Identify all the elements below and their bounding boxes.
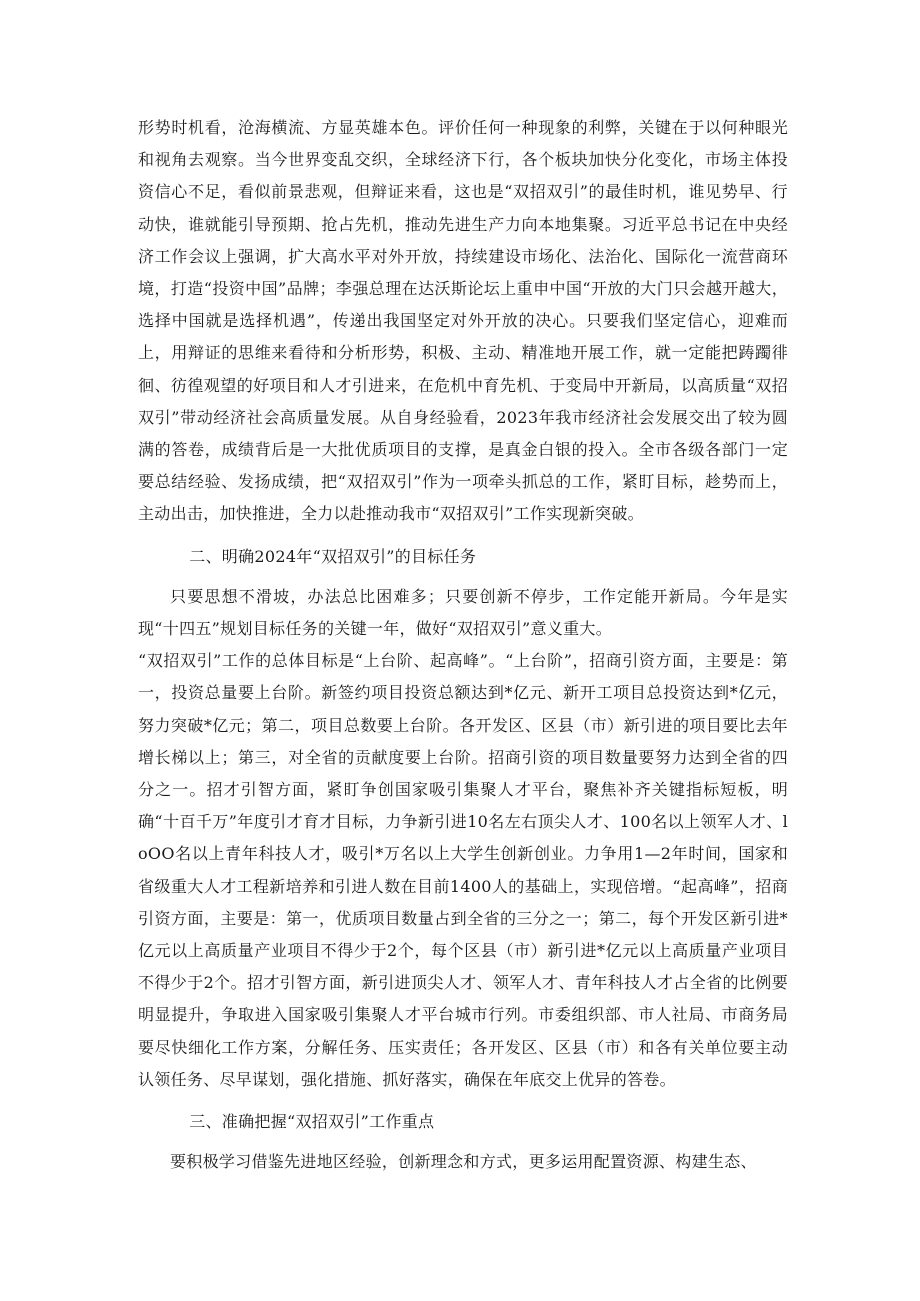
paragraph-overall-targets: “双招双引”工作的总体目标是“上台阶、起高峰”。“上台阶”，招商引资方面，主要是：第一，投资总量要上台阶。新签约项目投资总额达到*亿元、新开工项目总投资达到*亿元，努力突破*亿元；第二，项目总数要上台阶。各开发区、区县（市）新引进的项目要比去年增长梯以上；第三，对全省的贡献度要上台阶。招商引资的项目数量要努力达到全省的四分之一。招才引智方面，紧盯争创国家吸引集聚人才平台，聚焦补齐关键指标短板，明确“十百千万”年度引才育才目标，力争新引进10名左右顶尖人才、100名以上领军人才、loOO名以上青年科技人才，吸引*万名以上大学生创新创业。力争用1—2年时间，国家和省级重大人才工程新培养和引进人数在目前1400人的基础上，实现倍增。“起高峰”，招商引资方面，主要是：第一，优质项目数量占到全省的三分之一；第二，每个开发区新引进*亿元以上高质量产业项目不得少于2个，每个区县（市）新引进*亿元以上高质量产业项目不得少于2个。招才引智方面，新引进顶尖人才、领军人才、青年科技人才占全省的比例要明显提升，争取进入国家吸引集聚人才平台城市行列。市委组织部、市人社局、市商务局要尽快细化工作方案，分解任务、压实责任；各开发区、区县（市）和各有关单位要主动认领任务、尽早谋划，强化措施、抓好落实，确保在年底交上优异的答卷。 xyxy=(138,651,788,1089)
paragraph-learn-experience: 要积极学习借鉴先进地区经验，创新理念和方式，更多运用配置资源、构建生态、 xyxy=(170,1152,757,1172)
section-heading-work-priorities: 三、准确把握“双招双引”工作重点 xyxy=(189,1112,435,1132)
section-heading-2024-targets: 二、明确2024年“双招双引”的目标任务 xyxy=(189,546,477,566)
paragraph-situation-analysis: 形势时机看，沧海横流、方显英雄本色。评价任何一种现象的利弊，关键在于以何种眼光和视角去观察。当今世界变乱交织，全球经济下行，各个板块加快分化变化，市场主体投资信心不足，看似前景悲观，但辩证来看，这也是“双招双引”的最佳时机，谁见势早、行动快，谁就能引导预期、抢占先机，推动先进生产力向本地集聚。习近平总书记在中央经济工作会议上强调，扩大高水平对外开放，持续建设市场化、法治化、国际化一流营商环境，打造“投资中国”品牌；李强总理在达沃斯论坛上重申中国“开放的大门只会越开越大，选择中国就是选择机遇”，传递出我国坚定对外开放的决心。只要我们坚定信心，迎难而上，用辩证的思维来看待和分析形势，积极、主动、精准地开展工作，就一定能把踌躅徘徊、彷徨观望的好项目和人才引进来，在危机中育先机、于变局中开新局，以高质量“双招双引”带动经济社会高质量发展。从自身经验看，2023年我市经济社会发展交出了较为圆满的答卷，成绩背后是一大批优质项目的支撑，是真金白银的投入。全市各级各部门一定要总结经验、发扬成绩，把“双招双引”作为一项牵头抓总的工作，紧盯目标，趁势而上，主动出击，加快推进，全力以赴推动我市“双招双引”工作实现新突破。 xyxy=(138,118,788,524)
paragraph-key-year: 只要思想不滑坡，办法总比困难多；只要创新不停步，工作定能开新局。今年是实现“十四五”规划目标任务的关键一年，做好“双招双引”意义重大。 xyxy=(138,586,788,639)
document-body xyxy=(138,112,788,1179)
